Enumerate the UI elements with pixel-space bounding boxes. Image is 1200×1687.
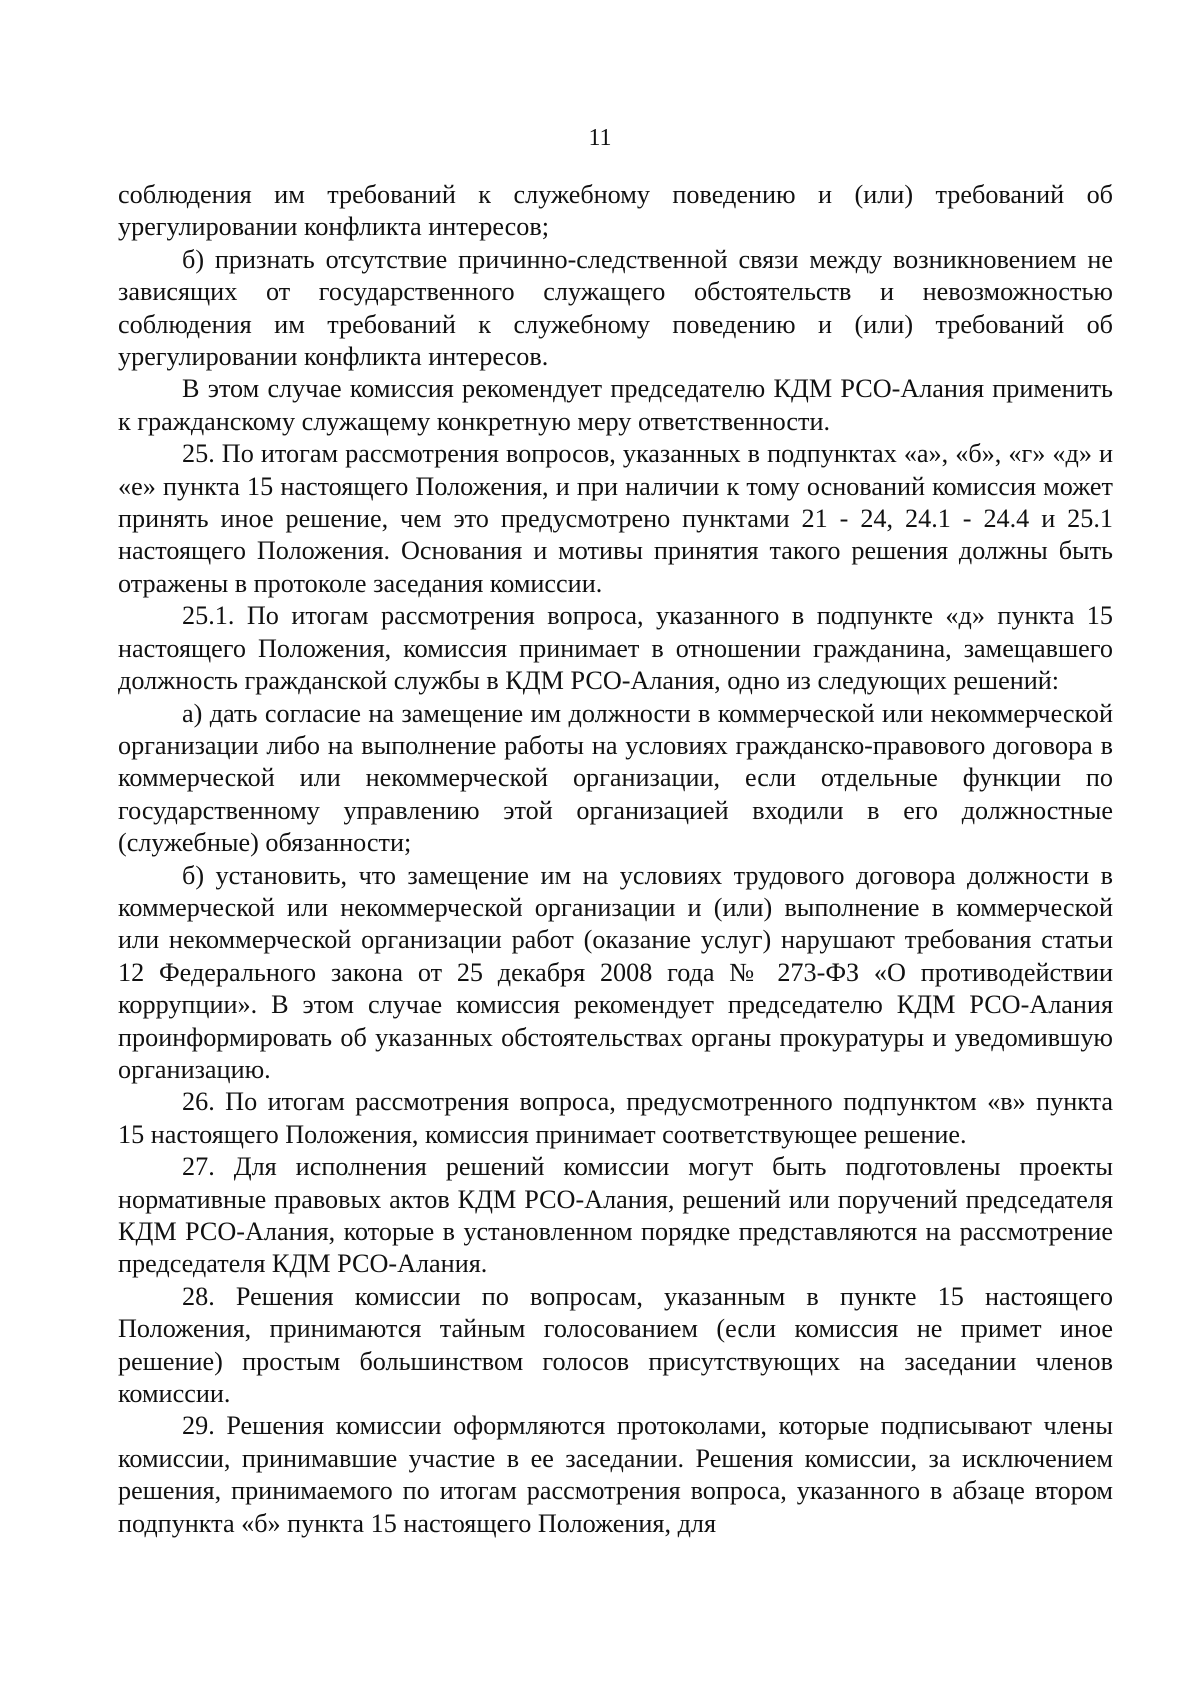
paragraph-item-27: 27. Для исполнения решений комиссии могут быть подготовлены проекты нормативные правовых актов КДМ РСО-Алания, решений или поручений председателя КДМ РСО-Алания, которые в установленном порядке представляются на рассмотрение председателя КДМ РСО-Алания. (118, 1152, 1113, 1279)
paragraph-continuation: соблюдения им требований к служебному поведению и (или) требований об урегулировании конфликта интересов; (118, 180, 1113, 242)
paragraph-subitem-a-consent: а) дать согласие на замещение им должности в коммерческой или некоммерческой организации либо на выполнение работы на условиях гражданско-правового договора в коммерческой или некоммерческой организации, если отдельные функции по государственному управлению этой организацией входили в его должностные (служебные) обязанности; (118, 698, 1113, 858)
paragraph-item-25: 25. По итогам рассмотрения вопросов, указанных в подпунктах «а», «б», «г» «д» и «е» пункта 15 настоящего Положения, и при наличии к тому оснований комиссия может принять иное решение, чем это предусмотрено пунктами 21 - 24, 24.1 - 24.4 и 25.1 настоящего Положения. Основания и мотивы принятия такого решения должны быть отражены в протоколе заседания комиссии. (118, 439, 1113, 598)
page-number: 11 (588, 125, 612, 151)
paragraph-item-26: 26. По итогам рассмотрения вопроса, предусмотренного подпунктом «в» пункта 15 настоящего Положения, комиссия принимает соответствующее решение. (118, 1087, 1113, 1149)
paragraph-item-29: 29. Решения комиссии оформляются протоколами, которые подписывают члены комиссии, принимавшие участие в ее заседании. Решения комиссии, за исключением решения, принимаемого по итогам рассмотрения вопроса, указанного в абзаце втором подпункта «б» пункта 15 настоящего Положения, для (118, 1411, 1113, 1538)
document-body (118, 179, 1113, 1540)
paragraph-subitem-b-recognize: б) признать отсутствие причинно-следственной связи между возникновением не зависящих от государственного служащего обстоятельств и невозможностью соблюдения им требований к служебному поведению и (или) требований об урегулировании конфликта интересов. (118, 244, 1113, 372)
paragraph-item-25-1: 25.1. По итогам рассмотрения вопроса, указанного в подпункте «д» пункта 15 настоящего Положения, комиссия принимает в отношении гражданина, замещавшего должность гражданской службы в КДМ РСО-Алания, одно из следующих решений: (118, 601, 1113, 696)
paragraph-item-28: 28. Решения комиссии по вопросам, указанным в пункте 15 настоящего Положения, принимаются тайным голосованием (если комиссия не примет иное решение) простым большинством голосов присутствующих на заседании членов комиссии. (118, 1281, 1113, 1409)
paragraph-commission-recommends: В этом случае комиссия рекомендует председателю КДМ РСО-Алания применить к гражданскому служащему конкретную меру ответственности. (118, 374, 1113, 436)
paragraph-subitem-b-establish: б) установить, что замещение им на условиях трудового договора должности в коммерческой или некоммерческой организации и (или) выполнение в коммерческой или некоммерческой организации работ (оказание услуг) нарушают требования статьи 12 Федерального закона от 25 декабря 2008 года № 273-ФЗ «О противодействии коррупции». В этом случае комиссия рекомендует председателю КДМ РСО-Алания проинформировать об указанных обстоятельствах органы прокуратуры и уведомившую организацию. (118, 860, 1113, 1084)
